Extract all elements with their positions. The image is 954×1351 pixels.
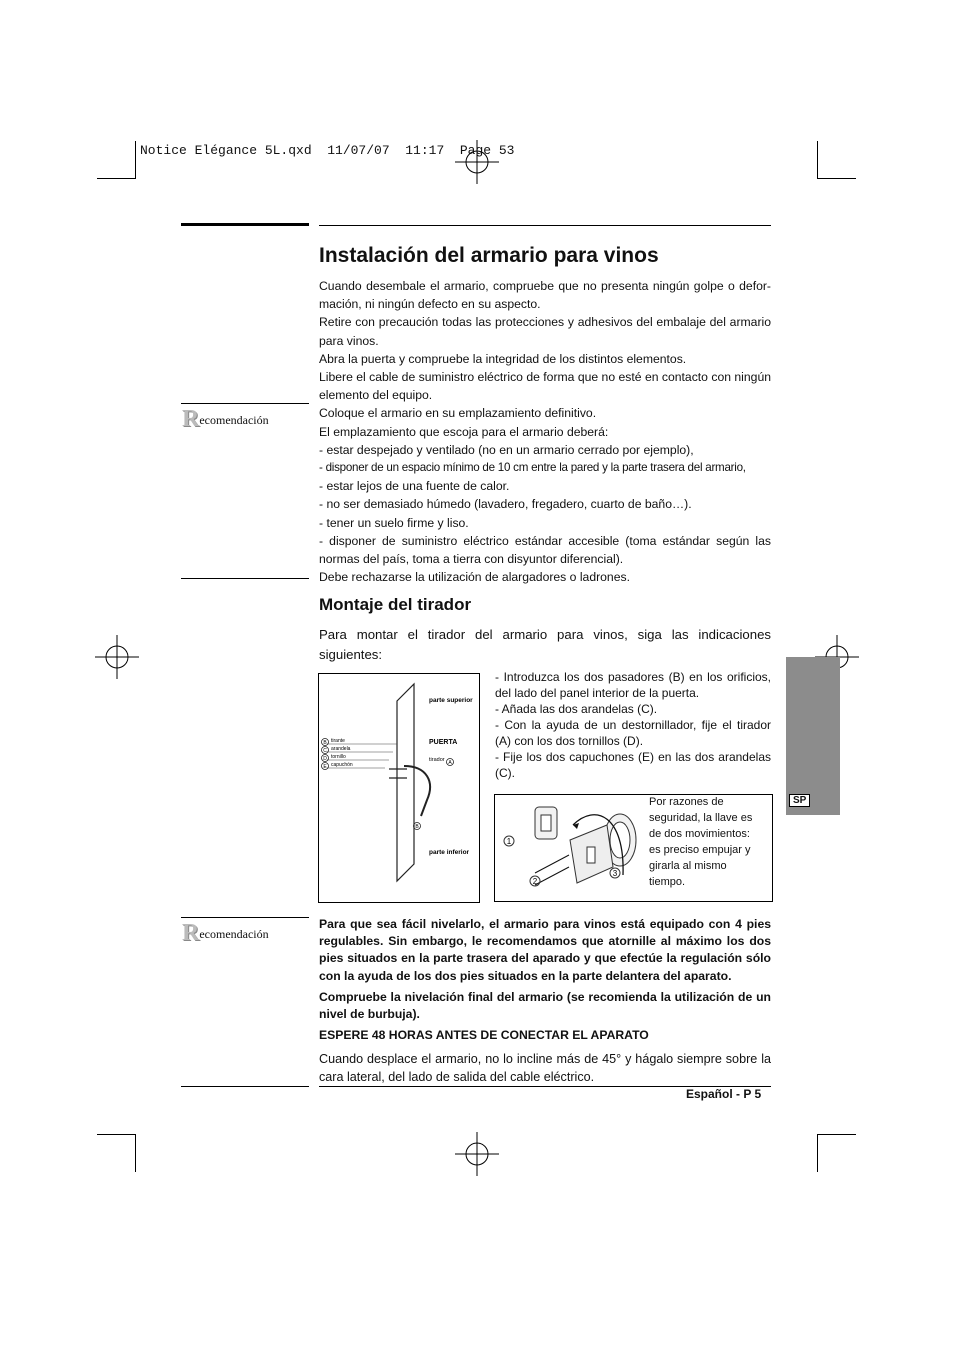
- section-heading: Montaje del tirador: [319, 595, 472, 614]
- caption-line: Por razones de: [649, 796, 724, 808]
- assembly-steps: [495, 669, 771, 781]
- paragraph: Retire con precaución todas las protecciones y adhesivos del embalaje del armario para vinos.: [319, 315, 771, 348]
- paragraph: Debe rechazarse la utilización de alargadores o ladrones.: [319, 570, 630, 585]
- paragraph: Para montar el tirador del armario para vinos, siga las indicaciones siguientes:: [319, 627, 771, 662]
- recommendation-label: [182, 406, 269, 433]
- paragraph: Libere el cable de suministro eléctrico de forma que no esté en contacto con ningún elemento del equipo.: [319, 370, 771, 403]
- recommendation-label: [182, 920, 269, 947]
- footer-rule-left: [181, 1086, 309, 1087]
- page-footer: Español - P 5: [686, 1087, 762, 1101]
- recommendation-rule: [181, 917, 309, 918]
- step-number: 1: [506, 837, 512, 846]
- leveling-text: [319, 916, 771, 1048]
- caption-line: seguridad, la llave es: [649, 812, 753, 824]
- paragraph: Abra la puerta y compruebe la integridad de los distintos elementos.: [319, 351, 687, 366]
- list-item: - tener un suelo firme y liso.: [319, 515, 469, 530]
- list-item: - estar despejado y ventilado (no en un armario cerrado por ejemplo),: [319, 442, 694, 457]
- part-name: tornillo: [331, 754, 346, 760]
- paragraph: Cuando desplace el armario, no lo incline más de 45° y hágalo siempre sobre la cara lateral, del lado de salida del cable eléctrico.: [319, 1052, 771, 1085]
- paragraph: Para que sea fácil nivelarlo, el armario para vinos está equipado con 4 pies regulables. Sin embargo, le recomendamos que atornille al máximo los dos pies situados en la parte trasera del aparado y que efectúe la regulación sólo con la ayuda de los dos pies situados en la parte delantera del aparato.: [319, 917, 771, 983]
- list-item: - disponer de suministro eléctrico estándar accesible (toma estándar según las normas del país, toma a tierra con disyuntor diferencial).: [319, 533, 771, 567]
- recommendation-initial: R: [182, 920, 200, 946]
- step-item: - Fije los dos capuchones (E) en las dos arandelas (C).: [495, 750, 771, 780]
- bottom-label: parte inferior: [429, 849, 470, 856]
- page-title: Instalación del armario para vinos: [319, 244, 659, 267]
- door-diagram: [319, 674, 479, 902]
- intro-text: [319, 277, 771, 586]
- crop-mark: [135, 1134, 136, 1172]
- crop-mark: [818, 178, 856, 179]
- crop-mark: [97, 178, 135, 179]
- handle-figure: [318, 673, 480, 903]
- step-item: - Añada las dos arandelas (C).: [495, 702, 658, 716]
- crop-mark: [817, 1134, 818, 1172]
- paragraph: Coloque el armario en su emplazamiento definitivo.: [319, 406, 597, 421]
- paragraph: El emplazamiento que escoja para el armario deberá:: [319, 424, 609, 439]
- caption-line: es preciso empujar y: [649, 844, 751, 856]
- header-rule-thick: [181, 223, 309, 226]
- language-sidebar: [786, 657, 840, 815]
- crop-mark: [97, 1134, 135, 1135]
- crop-mark: [817, 141, 818, 179]
- part-letter: C: [323, 748, 327, 754]
- language-tag: SP: [789, 794, 810, 807]
- caption-line: de dos movimientos:: [649, 828, 750, 840]
- step-item: - Introduzca los dos pasadores (B) en los orificios, del lado del panel interior de la puerta.: [495, 670, 771, 700]
- recommendation-rule: [181, 403, 309, 404]
- warning-text: ESPERE 48 HORAS ANTES DE CONECTAR EL APARATO: [319, 1028, 649, 1043]
- part-name: capuchón: [331, 762, 353, 768]
- step-number: 3: [612, 869, 618, 878]
- closing-text: [319, 1050, 771, 1086]
- part-letter: B: [323, 740, 327, 746]
- lock-caption: [649, 794, 752, 890]
- recommendation-text: ecomendación: [199, 413, 269, 427]
- handle-letter: A: [448, 760, 452, 766]
- paragraph: Compruebe la nivelación final del armario (se recomienda la utilización de un nivel de burbuja).: [319, 989, 771, 1022]
- list-item: - no ser demasiado húmedo (lavadero, fregadero, cuarto de baño…).: [319, 497, 692, 512]
- section-intro: [319, 625, 771, 665]
- lock-diagram: [495, 795, 645, 901]
- print-slug: Notice Elégance 5L.qxd 11/07/07 11:17 Page 53: [140, 143, 515, 158]
- paragraph: Cuando desembale el armario, compruebe que no presenta ningún golpe o defor-mación, ni ningún defecto en su aspecto.: [319, 279, 771, 312]
- crop-mark: [818, 1134, 856, 1135]
- list-item: - estar lejos de una fuente de calor.: [319, 479, 510, 494]
- part-letter: E: [323, 764, 327, 770]
- part-name: arandela: [331, 746, 351, 752]
- section-rule: [181, 578, 309, 579]
- part-name: tirante: [331, 738, 345, 744]
- recommendation-text: ecomendación: [199, 927, 269, 941]
- middle-letter: B: [415, 824, 419, 830]
- recommendation-initial: R: [182, 406, 200, 432]
- crop-mark: [135, 141, 136, 179]
- caption-line: tiempo.: [649, 876, 686, 888]
- registration-mark-left: [95, 635, 139, 679]
- list-item: - disponer de un espacio mínimo de 10 cm entre la pared y la parte trasera del armario,: [319, 461, 746, 475]
- door-label: PUERTA: [429, 739, 458, 746]
- part-letter: D: [323, 756, 327, 762]
- caption-line: girarla al mismo: [649, 860, 727, 872]
- registration-mark-bottom: [455, 1132, 499, 1176]
- header-rule-thin: [319, 225, 771, 226]
- top-label: parte superior: [429, 697, 473, 704]
- step-number: 2: [532, 877, 538, 886]
- handle-label: tirador: [429, 757, 445, 763]
- step-item: - Con la ayuda de un destornillador, fije el tirador (A) con los dos tornillos (D).: [495, 718, 771, 748]
